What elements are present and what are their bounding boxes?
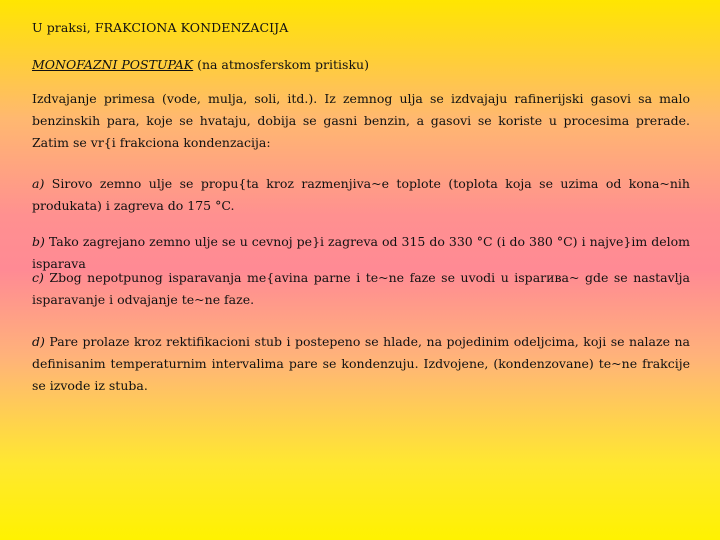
paragraph-text: Izdvajanje primesa (vode, mulja, soli, itd.). Iz zemnog ulja se izdvajaju rafinerijski gasovi sa malo benzinskih para, koje se hvataju, dobija se gasni benzin, a gasovi se koriste u procesima prerade. Zatim se vr{i frakciona kondenzacija: [32, 91, 690, 150]
step-label: a) [32, 176, 45, 191]
paragraph-text: Pare prolaze kroz rektifikacioni stub i postepeno se hlade, na pojedinim odeljcima, koji se nalaze na definisanim temperaturnim intervalima pare se kondenzuju. Izdvojene, (kondenzovane) te~ne frakcije se izvode iz stuba. [32, 334, 690, 393]
step-c-paragraph [32, 267, 690, 311]
subtitle-emphasis: MONOFAZNI POSTUPAK [32, 57, 194, 72]
paragraph-text: Sirovo zemno ulje se propu{ta kroz razmenjiva~e toplote (toplota koja se uzima od kona~nih produkata) i zagreva do 175 °C. [32, 176, 690, 213]
paragraph-text: Zbog nepotpunog isparavanja me{avina parne i te~ne faze se uvodi u isparива~ gde se nastavlja isparavanje i odvajanje te~ne faze. [32, 270, 690, 307]
step-a-paragraph [32, 173, 690, 217]
step-d-paragraph [32, 331, 690, 397]
step-label: d) [32, 334, 45, 349]
subtitle-rest: (na atmosferskom pritisku) [193, 57, 369, 72]
slide-title: U praksi, FRAKCIONA KONDENZACIJA [32, 20, 289, 35]
step-label: c) [32, 270, 44, 285]
paragraph-text: Tako zagrejano zemno ulje se u cevnoj pe}i zagreva od 315 do 330 °C (i do 380 °C) i najve}im delom isparava [32, 234, 690, 271]
step-label: b) [32, 234, 45, 249]
slide-subtitle [32, 57, 369, 72]
intro-paragraph [32, 88, 690, 154]
